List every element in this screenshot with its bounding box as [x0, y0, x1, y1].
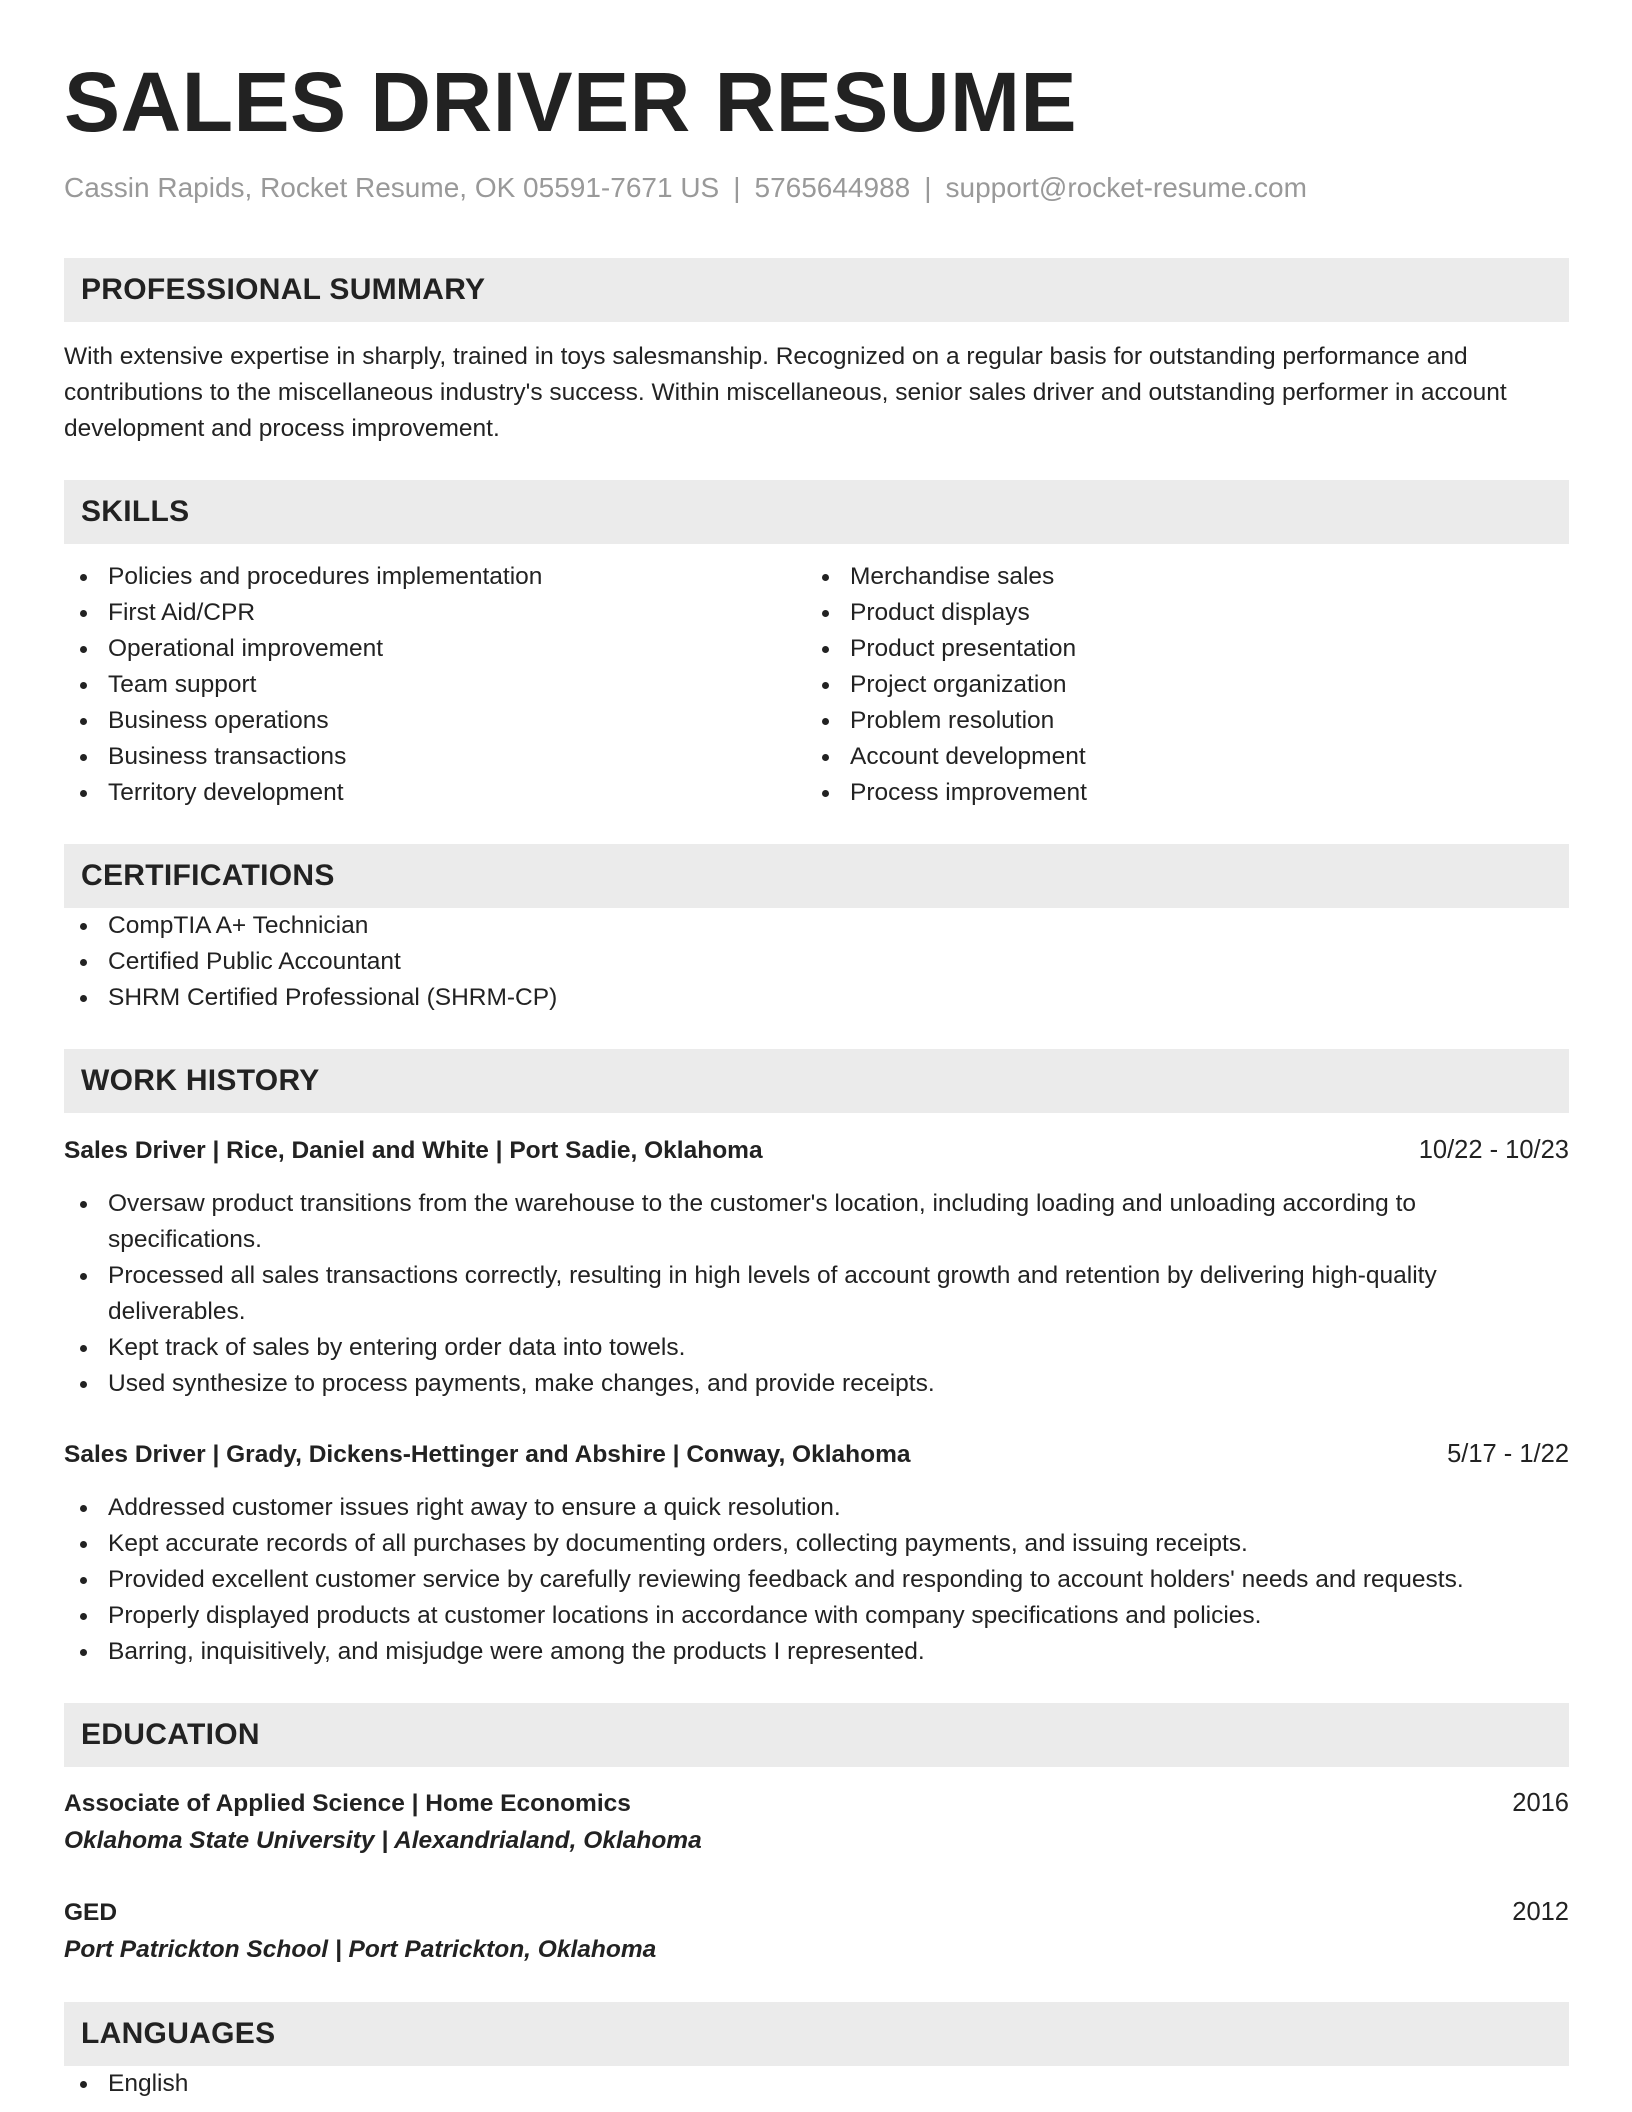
education-school: Port Patrickton School | Port Patrickton, Oklahoma: [64, 1936, 657, 1963]
job-entry: [64, 1436, 1569, 1670]
skill-item: Business operations: [64, 703, 806, 739]
job-bullet: Kept track of sales by entering order data into towels.: [64, 1330, 1569, 1366]
skill-item: Product displays: [806, 595, 1548, 631]
languages-list: [64, 2066, 1569, 2102]
education-header: [64, 1785, 1569, 1822]
job-bullets: [64, 1186, 1569, 1402]
education-year: 2016: [1512, 1789, 1569, 1817]
job-dates: 5/17 - 1/22: [1447, 1440, 1569, 1468]
skill-item: First Aid/CPR: [64, 595, 806, 631]
section-heading-languages: LANGUAGES: [64, 2002, 1569, 2066]
resume-page: [64, 54, 1569, 2102]
job-bullet: Processed all sales transactions correctly, resulting in high levels of account growth and retention by delivering high-quality deliverables.: [64, 1258, 1569, 1330]
summary-text: With extensive expertise in sharply, trained in toys salesmanship. Recognized on a regular basis for outstanding performance and contributions to the miscellaneous industry's success. Within miscellaneous, senior sales driver and outstanding performer in account development and process improvement.: [64, 343, 1507, 442]
education-year: 2012: [1512, 1898, 1569, 1926]
skill-item: Project organization: [806, 667, 1548, 703]
certifications-list: [64, 908, 1569, 1016]
section-heading-certifications: CERTIFICATIONS: [64, 844, 1569, 908]
contact-separator: |: [733, 172, 741, 203]
education-degree: GED: [64, 1899, 118, 1926]
contact-line: [64, 170, 1569, 206]
job-bullet: Provided excellent customer service by carefully reviewing feedback and responding to account holders' needs and requests.: [64, 1562, 1569, 1598]
certification-item: Certified Public Accountant: [64, 944, 1569, 980]
job-bullets: [64, 1490, 1569, 1670]
skill-item: Team support: [64, 667, 806, 703]
contact-separator: |: [924, 172, 932, 203]
job-bullet: Used synthesize to process payments, make changes, and provide receipts.: [64, 1366, 1569, 1402]
skills-column-left: [64, 559, 806, 811]
job-bullet: Oversaw product transitions from the warehouse to the customer's location, including loading and unloading according to specifications.: [64, 1186, 1569, 1258]
section-heading-education: EDUCATION: [64, 1703, 1569, 1767]
job-header: [64, 1132, 1569, 1169]
job-bullet: Barring, inquisitively, and misjudge were among the products I represented.: [64, 1634, 1569, 1670]
job-header: [64, 1436, 1569, 1473]
resume-title: SALES DRIVER RESUME: [64, 55, 1077, 149]
contact-address: Cassin Rapids, Rocket Resume, OK 05591-7671 US: [64, 172, 720, 203]
job-bullet: Addressed customer issues right away to ensure a quick resolution.: [64, 1490, 1569, 1526]
section-heading-work-history: WORK HISTORY: [64, 1049, 1569, 1113]
language-item: English: [64, 2066, 1569, 2102]
skill-item: Merchandise sales: [806, 559, 1548, 595]
job-title: Sales Driver | Rice, Daniel and White | Port Sadie, Oklahoma: [64, 1137, 763, 1164]
education-school: Oklahoma State University | Alexandrialand, Oklahoma: [64, 1827, 702, 1854]
education-entry: [64, 1894, 1569, 1969]
education-header: [64, 1894, 1569, 1931]
skills-column-right: [806, 559, 1548, 811]
certification-item: SHRM Certified Professional (SHRM-CP): [64, 980, 1569, 1016]
skill-item: Business transactions: [64, 739, 806, 775]
education-entry: [64, 1785, 1569, 1860]
skill-item: Problem resolution: [806, 703, 1548, 739]
job-dates: 10/22 - 10/23: [1418, 1136, 1569, 1164]
section-heading-skills: SKILLS: [64, 480, 1569, 544]
skills-grid: [64, 559, 1569, 811]
education-degree: Associate of Applied Science | Home Economics: [64, 1790, 631, 1817]
certification-item: CompTIA A+ Technician: [64, 908, 1569, 944]
job-title: Sales Driver | Grady, Dickens-Hettinger and Abshire | Conway, Oklahoma: [64, 1441, 911, 1468]
skill-item: Operational improvement: [64, 631, 806, 667]
job-entry: [64, 1132, 1569, 1402]
job-bullet: Kept accurate records of all purchases by documenting orders, collecting payments, and issuing receipts.: [64, 1526, 1569, 1562]
job-bullet: Properly displayed products at customer locations in accordance with company specifications and policies.: [64, 1598, 1569, 1634]
skill-item: Process improvement: [806, 775, 1548, 811]
skill-item: Product presentation: [806, 631, 1548, 667]
skill-item: Account development: [806, 739, 1548, 775]
section-heading-summary: PROFESSIONAL SUMMARY: [64, 258, 1569, 322]
skill-item: Policies and procedures implementation: [64, 559, 806, 595]
skill-item: Territory development: [64, 775, 806, 811]
contact-email: support@rocket-resume.com: [945, 172, 1307, 203]
contact-phone: 5765644988: [754, 172, 911, 203]
